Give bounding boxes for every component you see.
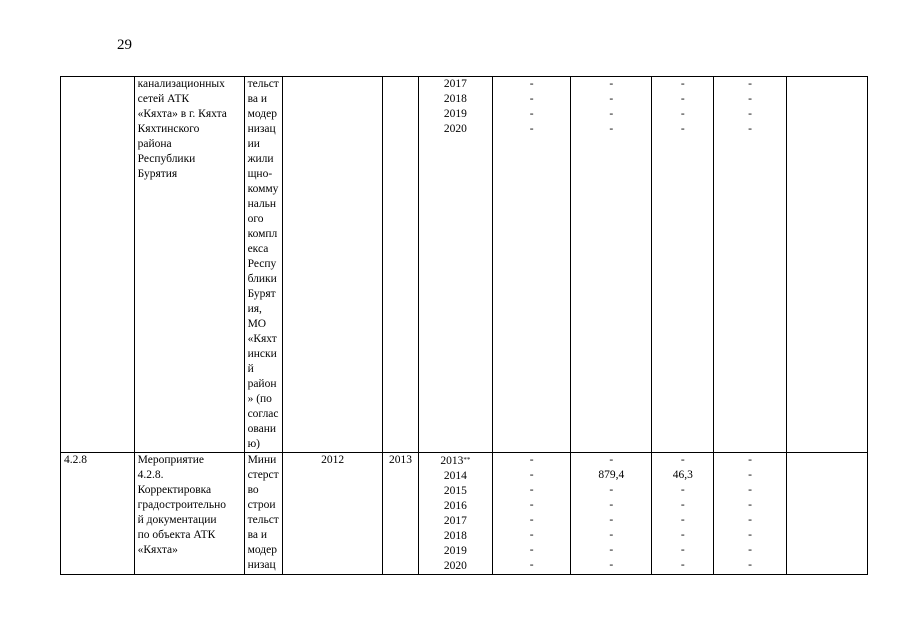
- value-d: -: [748, 454, 752, 466]
- value-col-a: [493, 77, 571, 453]
- item-name-line: градостроительно: [137, 499, 227, 511]
- value-b: -: [609, 454, 614, 466]
- value-d: -: [748, 93, 752, 105]
- item-name-line: 4.2.8.: [137, 469, 164, 481]
- value-col-d: [714, 453, 787, 575]
- note-cell: [786, 453, 867, 575]
- executor-line: низац: [247, 123, 276, 135]
- executor-line: » (по: [247, 393, 272, 405]
- value-a: -: [529, 108, 534, 120]
- executor-line: ии: [247, 138, 260, 150]
- value-a: -: [529, 78, 534, 90]
- value-a: -: [529, 484, 534, 496]
- note-cell: [786, 77, 867, 453]
- item-name-line: Кяхтинского: [137, 123, 200, 135]
- value-col-a: [493, 453, 571, 575]
- year-value: 2018: [443, 530, 467, 542]
- executor-line: компл: [247, 228, 278, 240]
- item-name-line: канализационных: [137, 78, 225, 90]
- item-code-cell: 4.2.8: [61, 453, 135, 575]
- executor-line: екса: [247, 243, 269, 255]
- value-a: -: [529, 529, 534, 541]
- value-b: -: [609, 499, 614, 511]
- value-b: -: [609, 529, 614, 541]
- table-row: [61, 453, 868, 575]
- executor-line: соглас: [247, 408, 279, 420]
- value-d: -: [748, 108, 752, 120]
- executor-line: тельст: [247, 514, 279, 526]
- value-d: -: [748, 78, 752, 90]
- year-value: 2019: [443, 108, 467, 120]
- item-name-line: Корректировка: [137, 484, 212, 496]
- value-b: -: [609, 108, 614, 120]
- item-name-line: Республики: [137, 153, 196, 165]
- executor-line: ински: [247, 348, 277, 360]
- executor-line: блики: [247, 273, 277, 285]
- value-col-c: [652, 77, 714, 453]
- value-b: -: [609, 559, 614, 571]
- value-c: -: [680, 123, 685, 135]
- executor-line: модер: [247, 108, 277, 120]
- start-year-cell: 2012: [283, 453, 383, 575]
- value-d: -: [748, 514, 752, 526]
- value-c: -: [680, 484, 685, 496]
- executor-line: тельст: [247, 78, 279, 90]
- value-a: -: [529, 499, 534, 511]
- executor-line: Мини: [247, 454, 277, 466]
- executor-line: ва и: [247, 93, 267, 105]
- value-c: -: [680, 454, 685, 466]
- footnote-mark: **: [463, 456, 471, 464]
- value-c: -: [680, 78, 685, 90]
- item-name-line: «Кяхта» в г. Кяхта: [137, 108, 227, 120]
- value-col-d: [714, 77, 787, 453]
- value-d: -: [748, 559, 752, 571]
- executor-line: низац: [247, 559, 276, 571]
- value-a: -: [529, 93, 534, 105]
- executor-line: щно-: [247, 168, 273, 180]
- value-b: -: [609, 514, 614, 526]
- value-d: -: [748, 484, 752, 496]
- executor-line: Бурят: [247, 288, 276, 300]
- year-value: 2020: [443, 560, 467, 572]
- value-b: -: [609, 93, 614, 105]
- value-b: -: [609, 123, 614, 135]
- executor-line: во: [247, 484, 259, 496]
- program-table: [60, 76, 868, 575]
- item-name-line: «Кяхта»: [137, 544, 178, 556]
- end-year-cell: 2013: [383, 453, 418, 575]
- value-a: -: [529, 123, 534, 135]
- executor-line: ого: [247, 213, 264, 225]
- value-col-b: [571, 77, 652, 453]
- year-value: 2017: [443, 78, 467, 90]
- item-name-cell: [134, 453, 244, 575]
- item-name-line: Мероприятие: [137, 454, 204, 466]
- executor-line: «Кяхт: [247, 333, 277, 345]
- value-c: -: [680, 514, 685, 526]
- executor-line: ю): [247, 438, 260, 450]
- item-code-cell: [61, 77, 135, 453]
- value-b: -: [609, 78, 614, 90]
- value-d: -: [748, 499, 752, 511]
- value-d: -: [748, 469, 752, 481]
- value-col-b: [571, 453, 652, 575]
- value-a: -: [529, 514, 534, 526]
- value-c: -: [680, 499, 685, 511]
- value-d: -: [748, 544, 752, 556]
- years-cell: [418, 77, 493, 453]
- value-b: 879,4: [598, 469, 625, 481]
- item-name-line: й документации: [137, 514, 217, 526]
- executor-line: район: [247, 378, 277, 390]
- item-name-line: района: [137, 138, 172, 150]
- executor-line: жили: [247, 153, 274, 165]
- year-value: 2013**: [440, 455, 471, 467]
- executor-line: ва и: [247, 529, 267, 541]
- value-a: -: [529, 544, 534, 556]
- value-c: 46,3: [672, 469, 693, 481]
- value-d: -: [748, 529, 752, 541]
- page-number: 29: [117, 37, 132, 53]
- value-b: -: [609, 544, 614, 556]
- end-year-cell: [383, 77, 418, 453]
- executor-line: нальн: [247, 198, 277, 210]
- value-a: -: [529, 454, 534, 466]
- item-name-cell: [134, 77, 244, 453]
- year-value: 2014: [443, 470, 467, 482]
- executor-line: Респу: [247, 258, 277, 270]
- value-c: -: [680, 108, 685, 120]
- value-c: -: [680, 559, 685, 571]
- executor-line: стерст: [247, 469, 279, 481]
- executor-line: й: [247, 363, 254, 375]
- executor-cell: [244, 453, 282, 575]
- value-a: -: [529, 469, 534, 481]
- item-name-line: Бурятия: [137, 168, 178, 180]
- year-value: 2017: [443, 515, 467, 527]
- executor-cell: [244, 77, 282, 453]
- item-name-line: сетей АТК: [137, 93, 190, 105]
- value-c: -: [680, 529, 685, 541]
- value-col-c: [652, 453, 714, 575]
- executor-line: комму: [247, 183, 279, 195]
- item-name-line: по объекта АТК: [137, 529, 216, 541]
- executor-line: МО: [247, 318, 267, 330]
- value-d: -: [748, 123, 752, 135]
- year-value: 2018: [443, 93, 467, 105]
- executor-line: модер: [247, 544, 277, 556]
- start-year-cell: [283, 77, 383, 453]
- executor-line: ия,: [247, 303, 262, 315]
- value-c: -: [680, 544, 685, 556]
- value-a: -: [529, 559, 534, 571]
- year-value: 2016: [443, 500, 467, 512]
- value-b: -: [609, 484, 614, 496]
- year-value: 2015: [443, 485, 467, 497]
- year-value: 2019: [443, 545, 467, 557]
- executor-line: строи: [247, 499, 276, 511]
- table-row: [61, 77, 868, 453]
- year-value: 2020: [443, 123, 467, 135]
- value-c: -: [680, 93, 685, 105]
- executor-line: овани: [247, 423, 277, 435]
- years-cell: [418, 453, 493, 575]
